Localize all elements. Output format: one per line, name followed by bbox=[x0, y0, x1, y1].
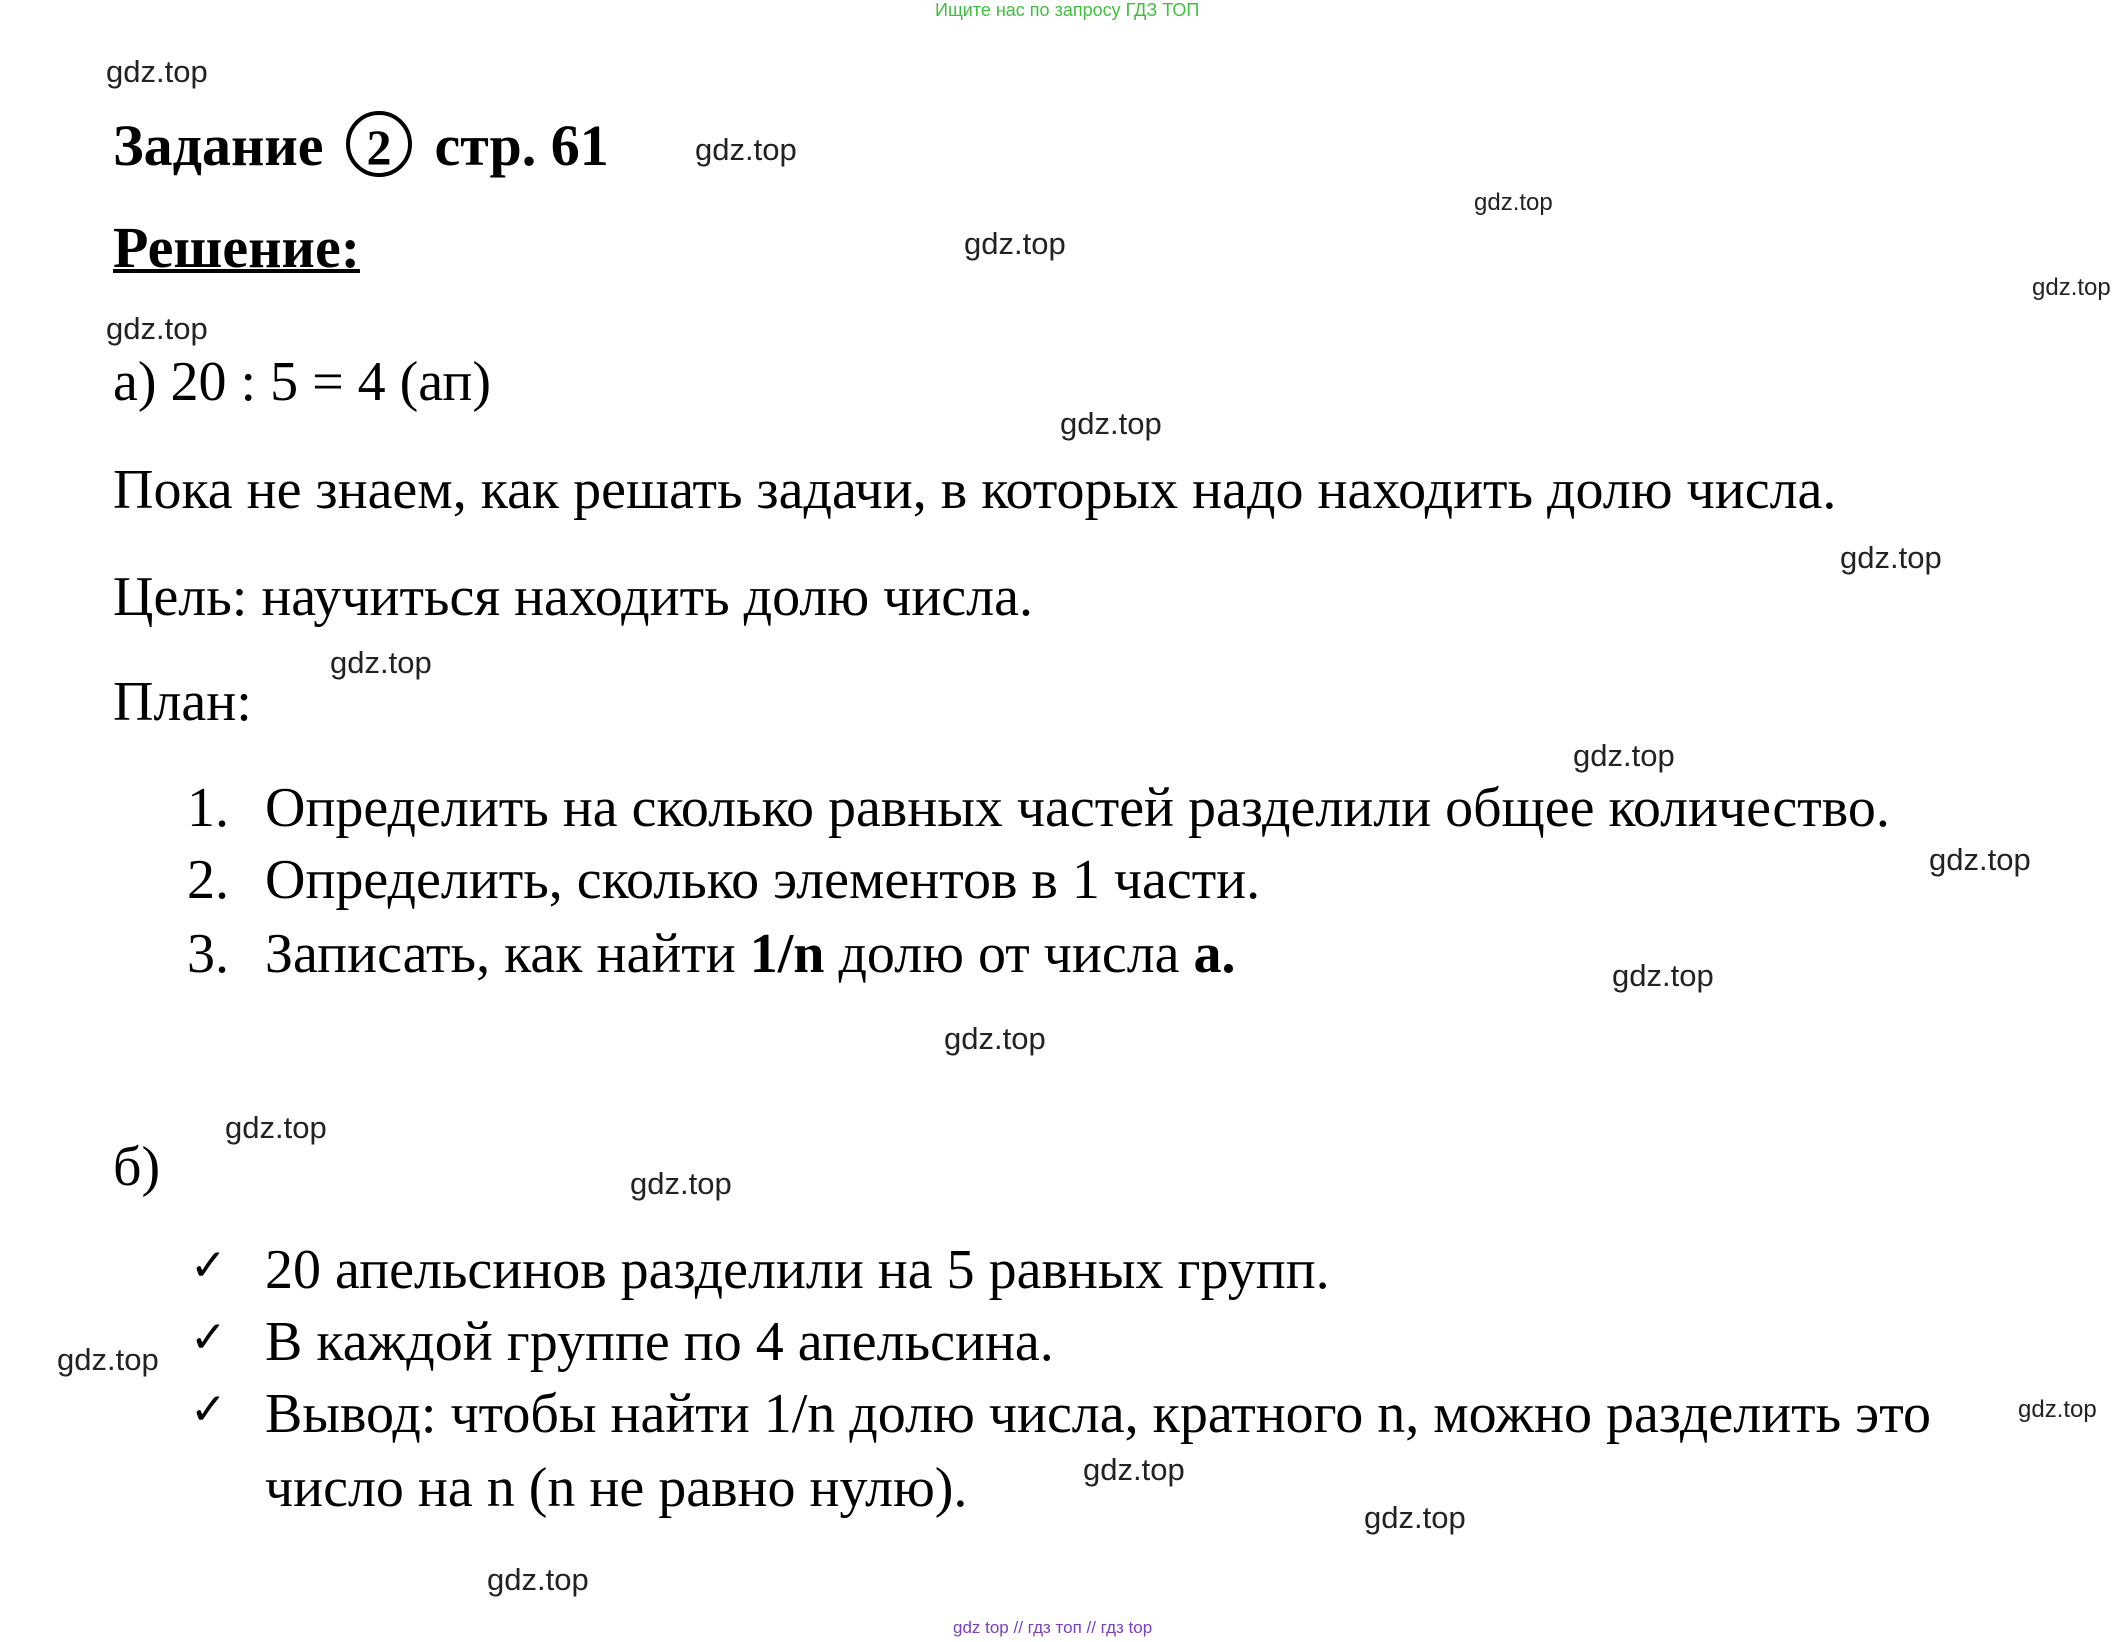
watermark: gdz.top bbox=[1929, 842, 2031, 877]
watermark: gdz.top bbox=[1364, 1500, 1466, 1535]
part-b-item-continuation: число на n (n не равно нулю). bbox=[265, 1457, 968, 1519]
part-a-goal: Цель: научиться находить долю числа. bbox=[113, 566, 1033, 628]
watermark: gdz.top bbox=[2032, 274, 2111, 301]
part-a-problem: Пока не знаем, как решать задачи, в которых надо находить долю числа. bbox=[113, 459, 1837, 521]
part-b-item: Вывод: чтобы найти 1/n долю числа, кратного n, можно разделить это bbox=[265, 1383, 1931, 1445]
plan-label: План: bbox=[113, 671, 252, 733]
task-page: стр. 61 bbox=[434, 113, 609, 178]
plan-item-text-part: долю от числа bbox=[824, 923, 1194, 985]
part-b-item: В каждой группе по 4 апельсина. bbox=[265, 1311, 1054, 1373]
watermark: gdz.top bbox=[225, 1110, 327, 1145]
plan-item-text: Определить на сколько равных частей разделили общее количество. bbox=[265, 777, 1890, 839]
watermark: gdz.top bbox=[57, 1342, 159, 1377]
watermark: gdz.top bbox=[487, 1562, 589, 1597]
watermark: gdz.top bbox=[1060, 406, 1162, 441]
solution-heading: Решение: bbox=[113, 215, 361, 280]
plan-item-text bbox=[265, 922, 1236, 986]
watermark: gdz.top bbox=[630, 1166, 732, 1201]
task-title bbox=[113, 112, 609, 185]
footer-links[interactable]: gdz top // гдз топ // гдз top bbox=[953, 1618, 1153, 1637]
plan-item-bold-fraction: 1/n bbox=[749, 923, 825, 985]
part-a-equation: а) 20 : 5 = 4 (ап) bbox=[113, 351, 492, 413]
watermark: gdz.top bbox=[695, 132, 797, 167]
watermark: gdz.top bbox=[106, 54, 208, 89]
watermark: gdz.top bbox=[106, 311, 208, 346]
watermark: gdz.top bbox=[330, 645, 432, 680]
checkmark-icon: ✓ bbox=[190, 1312, 227, 1363]
watermark: gdz.top bbox=[944, 1021, 1046, 1056]
plan-item-number: 3. bbox=[187, 923, 229, 985]
watermark: gdz.top bbox=[1474, 189, 1553, 216]
part-b-item: 20 апельсинов разделили на 5 равных групп. bbox=[265, 1239, 1330, 1301]
task-number-circle: 2 bbox=[346, 111, 412, 177]
task-word: Задание bbox=[113, 113, 324, 178]
checkmark-icon: ✓ bbox=[190, 1240, 227, 1291]
watermark: gdz.top bbox=[1083, 1452, 1185, 1487]
part-b-label: б) bbox=[113, 1136, 161, 1198]
watermark: gdz.top bbox=[2018, 1396, 2097, 1423]
watermark: gdz.top bbox=[1840, 540, 1942, 575]
checkmark-icon: ✓ bbox=[190, 1384, 227, 1435]
watermark: gdz.top bbox=[1612, 958, 1714, 993]
plan-item-number: 1. bbox=[187, 777, 229, 839]
watermark: gdz.top bbox=[1573, 738, 1675, 773]
promo-banner[interactable]: Ищите нас по запросу ГДЗ ТОП bbox=[935, 0, 1200, 20]
watermark: gdz.top bbox=[964, 226, 1066, 261]
plan-item-number: 2. bbox=[187, 849, 229, 911]
plan-item-text: Определить, сколько элементов в 1 части. bbox=[265, 849, 1261, 911]
plan-item-text-part: Записать, как найти bbox=[265, 923, 750, 985]
plan-item-bold-variable: а. bbox=[1193, 923, 1236, 985]
